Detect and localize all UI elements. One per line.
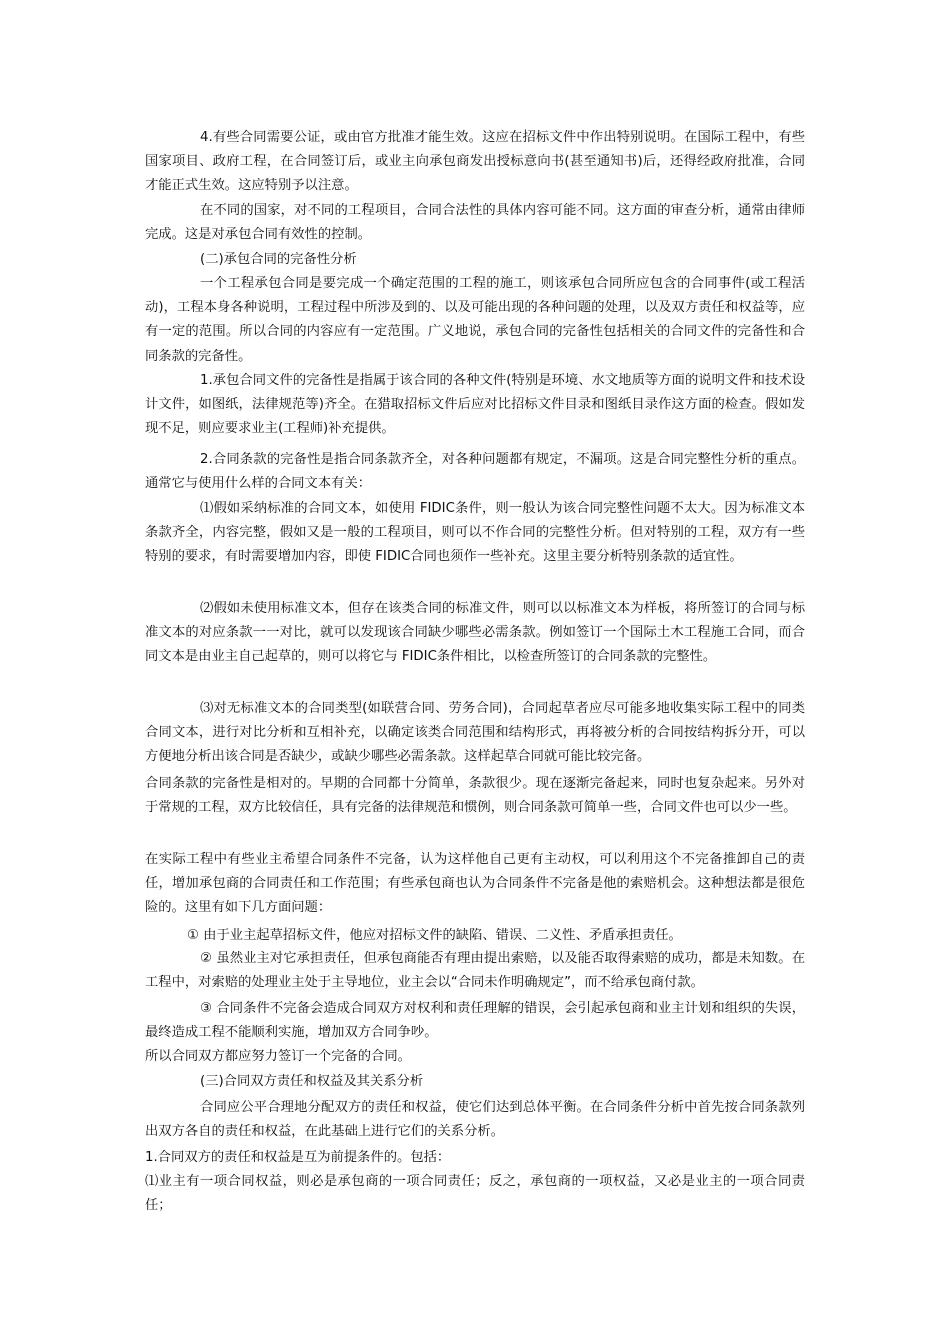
paragraph-document-completeness: 1.承包合同文件的完备性是指属于该合同的各种文件(特别是环境、水文地质等方面的说明文件和技术设计文件，如图纸，法律规范等)齐全。在猎取招标文件后应对比招标文件目录和图纸目录作这方面的检查。假如发现不足，则应要求业主(工程师)补充提供。: [145, 373, 805, 437]
paragraph-relative-completeness: 合同条款的完备性是相对的。早期的合同都十分简单，条款很少。现在逐渐完备起来，同时也复杂起来。另外对于常规的工程，双方比较信任，具有完备的法律规范和惯例，则合同条款可简单一些，合同文件也可以少一些。: [145, 776, 805, 816]
paragraph-no-standard-text: ⑶对无标准文本的合同类型(如联营合同、劳务合同)，合同起草者应尽可能多地收集实际工程中的同类合同文本，进行对比分析和互相补充，以确定该类合同范围和结构形式，再将被分析的合同按结构拆分开，可以方便地分析出该合同是否缺少，或缺少哪些必需条款。这样起草合同就可能比较完备。: [145, 701, 805, 765]
list-item-1: ① 由于业主起草招标文件，他应对招标文件的缺陷、错误、二义性、矛盾承担责任。: [187, 928, 682, 943]
section-heading-completeness: (二)承包合同的完备性分析: [200, 252, 357, 267]
paragraph-legality-review: 在不同的国家，对不同的工程项目，合同合法性的具体内容可能不同。这方面的审查分析，通常由律师完成。这是对承包合同有效性的控制。: [145, 203, 805, 243]
paragraph-nonstandard-text: ⑵假如未使用标准文本，但存在该类合同的标准文件，则可以以标准文本为样板，将所签订的合同与标准文本的对应条款一一对比，就可以发现该合同缺少哪些必需条款。例如签订一个国际土木工程施工合同，而合同文本是由业主自己起草的，则可以将它与 FIDIC条件相比，以检查所签订的合同条款的完整性。: [145, 601, 805, 665]
paragraph-mutual-premise: 1.合同双方的责任和权益是互为前提条件的。包括：: [145, 1150, 451, 1165]
list-item-2: ② 虽然业主对它承担责任，但承包商能否有理由提出索赔，以及能否取得索赔的成功，都是未知数。在工程中，对索赔的处理业主处于主导地位，业主会以“合同未作明确规定”，而不给承包商付款。: [145, 951, 805, 991]
paragraph-responsibilities-intro: 合同应公平合理地分配双方的责任和权益，使它们达到总体平衡。在合同条件分析中首先按合同条款列出双方各自的责任和权益，在此基础上进行它们的关系分析。: [145, 1100, 805, 1140]
paragraph-conclusion: 所以合同双方都应努力签订一个完备的合同。: [145, 1049, 411, 1064]
paragraph-completeness-intro: 一个工程承包合同是要完成一个确定范围的工程的施工，则该承包合同所应包含的合同事件(或工程活动)，工程本身各种说明，工程过程中所涉及到的、以及可能出现的各种问题的处理，以及双方责任和权益等，应有一定的范围。所以合同的内容应有一定范围。广义地说，承包合同的完备性包括相关的合同文件的完备性和合同条款的完备性。: [145, 276, 805, 364]
section-heading-responsibilities: (三)合同双方责任和权益及其关系分析: [200, 1074, 424, 1089]
paragraph-standard-text: ⑴假如采纳标准的合同文本，如使用 FIDIC条件，则一般认为该合同完整性问题不太大。因为标准文本条款齐全，内容完整，假如又是一般的工程项目，则可以不作合同的完整性分析。但对特别的工程，双方有一些特别的要求，有时需要增加内容，即使 FIDIC合同也须作一些补充。这里主要分析特别条款的适宜性。: [145, 501, 805, 565]
paragraph-notarization: 4.有些合同需要公证，或由官方批准才能生效。这应在招标文件中作出特别说明。在国际工程中，有些国家项目、政府工程，在合同签订后，或业主向承包商发出授标意向书(甚至通知书)后，还得经政府批准，合同才能正式生效。这应特别予以注意。: [145, 130, 805, 194]
paragraph-incomplete-risk: 在实际工程中有些业主希望合同条件不完备，认为这样他自己更有主动权，可以利用这个不完备推卸自己的责任，增加承包商的合同责任和工作范围；有些承包商也认为合同条件不完备是他的索赔机会。这种想法都是很危险的。这里有如下几方面问题：: [145, 852, 805, 916]
paragraph-item-1: ⑴业主有一项合同权益，则必是承包商的一项合同责任；反之，承包商的一项权益，又必是业主的一项合同责任；: [145, 1174, 805, 1214]
list-item-3: ③ 合同条件不完备会造成合同双方对权利和责任理解的错误，会引起承包商和业主计划和组织的失误，最终造成工程不能顺利实施，增加双方合同争吵。: [145, 1001, 805, 1041]
paragraph-clause-completeness: 2.合同条款的完备性是指合同条款齐全，对各种问题都有规定，不漏项。这是合同完整性分析的重点。通常它与使用什么样的合同文本有关：: [145, 452, 805, 492]
